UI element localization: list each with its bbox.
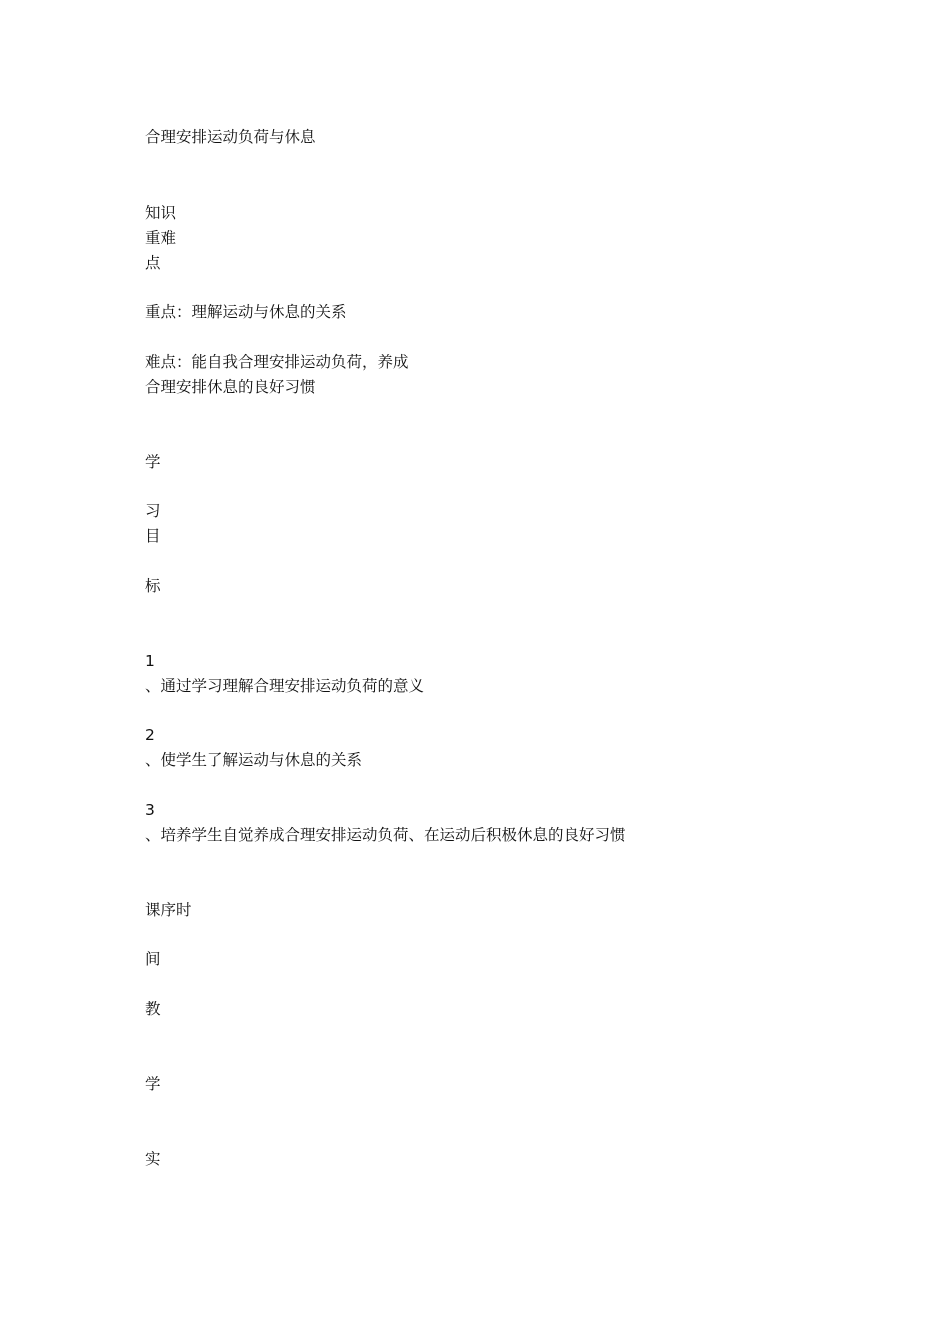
key-point: 重点：理解运动与休息的关系 [145, 303, 347, 321]
objective-number: 3 [145, 801, 155, 819]
objectives-label-line-3: 目 [145, 527, 161, 545]
implementation-label-line-1: 教 [145, 1000, 161, 1018]
objectives-label-line-4: 标 [145, 577, 161, 595]
objective-text: 、培养学生自觉养成合理安排运动负荷、在运动后积极休息的良好习惯 [145, 826, 626, 844]
objective-text: 、使学生了解运动与休息的关系 [145, 751, 363, 769]
implementation-label-line-2: 学 [145, 1075, 161, 1093]
difficult-point-line-2: 合理安排休息的良好习惯 [145, 378, 316, 396]
objective-number: 2 [145, 726, 155, 744]
objective-text: 、通过学习理解合理安排运动负荷的意义 [145, 677, 425, 695]
knowledge-label-line-1: 知识 [145, 204, 177, 222]
sequence-label-line-2: 间 [145, 950, 161, 968]
objective-number: 1 [145, 652, 155, 670]
knowledge-label-line-2: 重难 [145, 229, 177, 247]
document-title: 合理安排运动负荷与休息 [145, 128, 316, 146]
difficult-point-line-1: 难点：能自我合理安排运动负荷，养成 [145, 353, 409, 371]
objectives-label-line-1: 学 [145, 453, 161, 471]
knowledge-label-line-3: 点 [145, 254, 161, 272]
implementation-label-line-3: 实 [145, 1150, 161, 1168]
objectives-label-line-2: 习 [145, 502, 161, 520]
sequence-label-line-1: 课序时 [145, 901, 192, 919]
